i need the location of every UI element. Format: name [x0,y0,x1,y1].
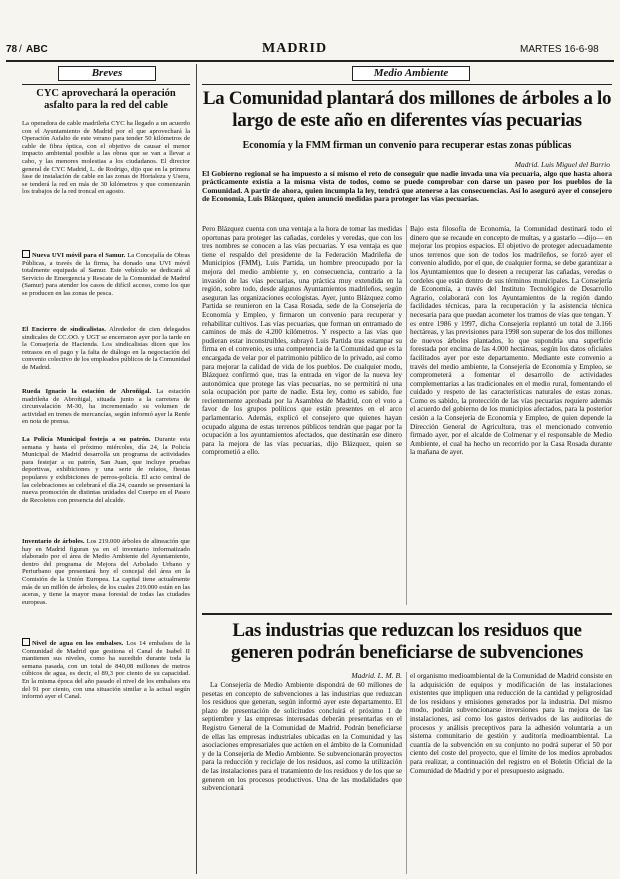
breve-item-abronigal: Rueda Ignacio la estación de Abroñigal. La estación madrileña de Abroñigal, situada junto a la carretera de circunvalación M-30, ha incrementado su volumen de actividad en trenes de mercancías, según informó ayer la Renfe en nota de prensa. [22,388,190,426]
residuos-column-2: el organismo medioambiental de la Comunidad de Madrid consiste en la adquisición de equipos y modificación de las instalaciones existentes que impliquen una reducción de la cantidad y peligrosidad de los residuos y emisiones generados por la industria. Del mismo modo, podrán subvencionarse inversiones para la mejora de las instalaciones, así como los gastos derivados de las auditorías de procesos y análisis preceptivos para la adhesión voluntaria a un sistema comunitario de gestión y auditoría medioambiental. La cuantía de la subvención en su conjunto no podrá superar el 50 por ciento del coste del proyecto, que el límite de los medios aprobados para realizar, a continuación del registro en el Boletín Oficial de la Comunidad de Madrid y por el presupuesto asignado. [410,672,612,775]
page-header: 78 / ABC MADRID MARTES 16-6-98 [6,41,599,56]
header-rule [6,60,614,62]
arboles-headline: La Comunidad plantará dos millones de árboles a lo largo de este año en diferentes vías pecuarias [202,88,612,131]
residuos-headline: Las industrias que reduzcan los residuos que generen podrán beneficiarse de subvenciones [231,620,583,663]
paper-name: ABC [26,44,48,55]
page-number: 78 [6,44,18,55]
breve-item-embalses: Nivel de agua en los embalses. Los 14 embalses de la Comunidad de Madrid que gestiona el Canal de Isabel II mantienen sus niveles, como ha sucedido durante toda la semana pasada, con un total de 840,08 millones de metros cúbicos de agua, es decir, el 89,3 por ciento de su capacidad. En la misma época del año pasado el nivel de los embalses era del 91 por ciento, con una situación similar a la actual según informó ayer el Canal. [22,640,190,701]
breve-item-arboles: Inventario de árboles. Los 219.000 árboles de alineación que hay en Madrid figuran ya en el inventario informatizado elaborado por el área de Medio Ambiente del Ayuntamiento, dentro del programa de Mejora del Arbolado Urbano y Periurbano que presentará hoy el concejal del área en la Comisión de la Unión Europea. La capital tiene actualmente más de un millón de árboles, de los cuales 219.000 están en las aceras, y tiene la mayor masa forestal de todas las ciudades europeas. [22,538,190,606]
arboles-subheadline: Economía y la FMM firman un convenio para recuperar estas zonas públicas [242,140,572,151]
arboles-lead: El Gobierno regional se ha impuesto a sí mismo el reto de conseguir que nadie invada una vía pecuaria, algo que hasta ahora prácticamente existía a la misma vista de todos, como se puede comprobar con darse un paseo por los pueblos de la Comunidad. A partir de ahora, quien incumpla la ley, tendrá que atenerse a las consecuencias. Así lo aseguró ayer el consejero de Economía, Luis Blázquez, quien anunció medidas para proteger las vías pecuarias. [202,170,612,204]
square-bullet-icon [22,638,30,646]
issue-date: MARTES 16-6-98 [520,44,599,55]
column-divider [196,64,197,874]
section-name: MADRID [262,41,328,56]
breve-item-cable: La operadora de cable madrileña CYC ha llegado a un acuerdo con el Ayuntamiento de Madrid por el que aprovechará la Operación Asfalto de este verano para tender 50 kilómetros de cable de fibra óptica, con el objetivo de causar el menor impacto ambiental posible a las obras que se van a llevar a cabo, y las menores molestias a los ciudadanos. El director general de CYC Madrid, L. de Rodrigo, dijo que en la primera fase de instalación de cable en las zonas de Hortaleza y Usera, se tenderá la red en más de 30 kilómetros y que comenzarán los trabajos de la red troncal en agosto. [22,120,190,196]
square-bullet-icon [22,250,30,258]
residuos-column-1: La Consejería de Medio Ambiente dispondrá de 60 millones de pesetas en concepto de subvenciones a las industrias que reduzcan los residuos que generan, según informó ayer este departamento. El plazo de presentación de solicitudes concluirá el próximo 1 de septiembre y las empresas interesadas deberán presentarlas en el Registro General de la Comunidad de Madrid. Podrán beneficiarse de ellas las empresas industriales ubicadas en la Comunidad y las asociaciones empresariales que actúen en el ámbito de la Comunidad y de la Consejería de Medio Ambiente. Se subvencionarán proyectos para la reducción y reciclaje de los residuos, así como la utilización de las instalaciones para el tratamiento de los residuos y de los que se generen en los procesos productivos. Una de las modalidades que subvencionará [202,681,402,793]
arboles-column-1: Pero Blázquez cuenta con una ventaja a la hora de tomar las medidas oportunas para proteger las cañadas, cordeles y veredas, que con los tres nombres se conocen a las vías pecuarias. Y esa ventaja es que tiene el respaldo del presidente de la Federación Madrileña de Municipios (FMM), Luis Partida, un hombre preocupado por la mejora del medio ambiente y, en consecuencia, contrario a la invasión de las vías pecuarias, una práctica muy extendida en la región, sobre todo, desde algunos Ayuntamientos madrileños, según aseguran las organizaciones ecologistas. Ayer, junto Blázquez como Partida se reunieron en la Casa Rosada, sede de la Consejería de Economía y Empleo, y firmaron un convenio para recuperar y rehabilitar cultivos. Las vías pecuarias, que forman un entramado de caminos de más de 4.200 kilómetros. Y respecto a las vías que pudieran estar inconstruibles, subrayó Luis Partida tras estampar su firma en el convenio, es una competencia de la Comunidad que es la encargada de velar por el patrimonio público de lo privado, así como para mejorar la calidad de vida de los pueblos. De cualquier modo, Blázquez confirmó que, tras la entrada en vigor de la nueva ley autonómica que protege las vías pecuarias, no se permitirá ni una sola ocupación por parte de nadie. Esta ley, como es sabido, fue recientemente aprobada por la Asamblea de Madrid, con el voto a favor de los grupos políticos que están presentes en el arco parlamentario. Además, explicó el consejero que quienes hayan ocupado alguna de estas terrenos públicos tendrán que pagar por la ocupación a los ayuntamientos afectados, que destinarán ese dinero para la mejora de las vías pecuarias, dijo Blázquez, quien se comprometió a ello. [202,225,402,457]
arboles-column-2: Bajo esta filosofía de Economía, la Comunidad destinará todo el dinero que se recaude en concepto de multas, y a gastarlo —dijo— en mejorar los propios espacios. El objetivo de proteger adecuadamente unos terrenos que son de todos los madrileños, se forzó ayer el convenio aludido, por el que, de cualquier forma, se debe garantizar a los Ayuntamientos que lo deseen a recuperar las cañadas, veredas o cordeles que están dentro de sus términos municipales. La Consejería de Economía, a través del Instituto Tecnológico de Desarrollo Agrario, colaborará con los Ayuntamientos de la región dando facilidades técnicas, para la recuperación y la asistencia técnica necesaria para que puedan acometer los tramos de vías que tengan. Y es entre 1986 y 1997, dicha Consejería replantó un total de 3.166 hectáreas, y las previsiones para 1998 son superar de los dos millones de nuevos árboles plantados, lo que supondría una superficie forestada por encima de las 4.000 hectáreas, según los datos oficiales facilitados ayer por este departamento. Mediante este convenio a través del medio ambiente, la Consejería de Economía y Empleo, se comprometerá a fomentar el desarrollo de actividades complementarias a las tradicionales en el medio rural, fomentando el cuidado y respeto de las características naturales de estas zonas. Como es sabido, la protección de las vías pecuarias requiere además el acuerdo del gobierno de los municipios afectados, para la posterior cesión a la Consejería de Economía y Empleo, de quien depende la Dirección General de Agricultura, tras el mencionado convenio firmado ayer, por el alcalde de Colmenar y el responsable de Medio Ambiente, el cual ha hecho un recorrido por la Casa Rosada durante la mañana de ayer. [410,225,612,457]
residuos-byline: Madrid. L. M. B. [351,671,402,680]
breve-item-policia: La Policía Municipal festeja a su patrón. Durante esta semana y hasta el próximo miércoles, día 24, la Policía Municipal de Madrid desarrolla un programa de actividades para festejar a su patrón, San Juan, que incluye pruebas deportivas, exhibiciones y una serie de relatos, fiestas populares y exhibiciones de perros-policía. El acto central de las celebraciones se celebrará el día 24, cuando se presentará la nueva promoción de distintas unidades del Cuerpo en el Paseo de Recoletos con presencia del alcalde. [22,436,190,504]
breves-column [22,120,190,875]
arboles-byline: Madrid. Luis Miguel del Barrio [514,160,610,169]
medio-ambiente-section-label: Medio Ambiente [352,66,470,81]
breves-section-label: Breves [58,66,156,81]
breves-headline: CYC aprovechará la operación asfalto para la red del cable [36,88,176,111]
breve-item-uvi: Nueva UVI móvil para el Samur. La Concejalía de Obras Públicas, a través de la firma, ha donado una UVI móvil totalmente equipada al Samur. Este vehículo se dedicará al Servicio de Emergencia y Rescate de la Comunidad de Madrid (Samur) para atender los casos de difícil acceso, como los que se producen en las zonas de pesca. [22,252,190,297]
breve-item-sindicalistas: El Encierro de sindicalistas. Alrededor de cien delegados sindicales de CC.OO. y UGT se encerraron ayer por la tarde en la Consejería de Hacienda. Los sindicalistas dicen que los retrasos en el pago y la falta de diálogo en la negociación del convenio colectivo de los empleados públicos de la Comunidad de Madrid. [22,326,190,371]
